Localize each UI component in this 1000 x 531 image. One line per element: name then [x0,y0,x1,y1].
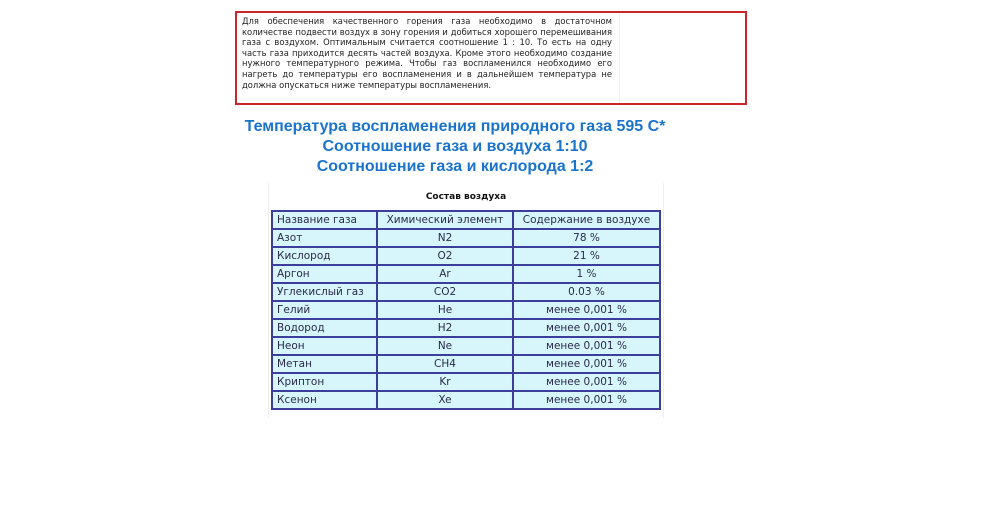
intro-text-box [235,11,747,105]
table-row [272,229,660,247]
air-composition-section [268,183,664,418]
air-composition-table [271,210,661,410]
table-row [272,247,660,265]
air-content: 78 % [513,229,660,247]
gas-air-ratio-heading: Соотношение газа и воздуха 1:10 [322,138,588,155]
air-content: 0.03 % [513,283,660,301]
gas-name: Кислород [272,247,377,265]
gas-name: Азот [272,229,377,247]
chemical-element: CH4 [377,355,513,373]
chemical-element: O2 [377,247,513,265]
intro-paragraph: Для обеспечения качественного горения газа необходимо в достаточном количестве подвести воздух в зону горения и добиться хорошего перемешивания газа с воздухом. Оптимальным считается соотношение 1 : 10. То есть на одну часть газа приходится десять частей воздуха. Кроме этого необходимо создание нужного температурного режима. Чтобы газ воспламенился необходимо его нагреть до температуры его воспламенения и в дальнейшем температура не должна опускаться ниже температуры воспламенения. [242,16,612,90]
gas-name: Водород [272,319,377,337]
ignition-temperature-heading: Температура воспламенения природного газа 595 С* [244,118,666,135]
table-caption: Состав воздуха [425,192,507,202]
table-row [272,283,660,301]
header-gas-name: Название газа [272,211,377,229]
chemical-element: Ar [377,265,513,283]
table-row [272,301,660,319]
air-content: менее 0,001 % [513,319,660,337]
header-air-content: Содержание в воздухе [513,211,660,229]
chemical-element: H2 [377,319,513,337]
gas-name: Метан [272,355,377,373]
table-row [272,391,660,409]
air-content: менее 0,001 % [513,301,660,319]
divider [619,13,620,103]
gas-name: Криптон [272,373,377,391]
gas-name: Ксенон [272,391,377,409]
chemical-element: Ne [377,337,513,355]
air-content: менее 0,001 % [513,337,660,355]
header-chemical-element: Химический элемент [377,211,513,229]
gas-name: Аргон [272,265,377,283]
gas-oxygen-ratio-heading: Соотношение газа и кислорода 1:2 [316,158,594,175]
gas-name: Неон [272,337,377,355]
chemical-element: He [377,301,513,319]
air-content: 21 % [513,247,660,265]
air-content: менее 0,001 % [513,373,660,391]
key-facts-headings [230,117,680,177]
table-row [272,373,660,391]
air-content: менее 0,001 % [513,355,660,373]
chemical-element: Xe [377,391,513,409]
gas-name: Углекислый газ [272,283,377,301]
chemical-element: CO2 [377,283,513,301]
table-row [272,265,660,283]
chemical-element: N2 [377,229,513,247]
table-header-row [272,211,660,229]
table-row [272,355,660,373]
air-content: 1 % [513,265,660,283]
air-content: менее 0,001 % [513,391,660,409]
gas-name: Гелий [272,301,377,319]
table-row [272,319,660,337]
table-row [272,337,660,355]
chemical-element: Kr [377,373,513,391]
